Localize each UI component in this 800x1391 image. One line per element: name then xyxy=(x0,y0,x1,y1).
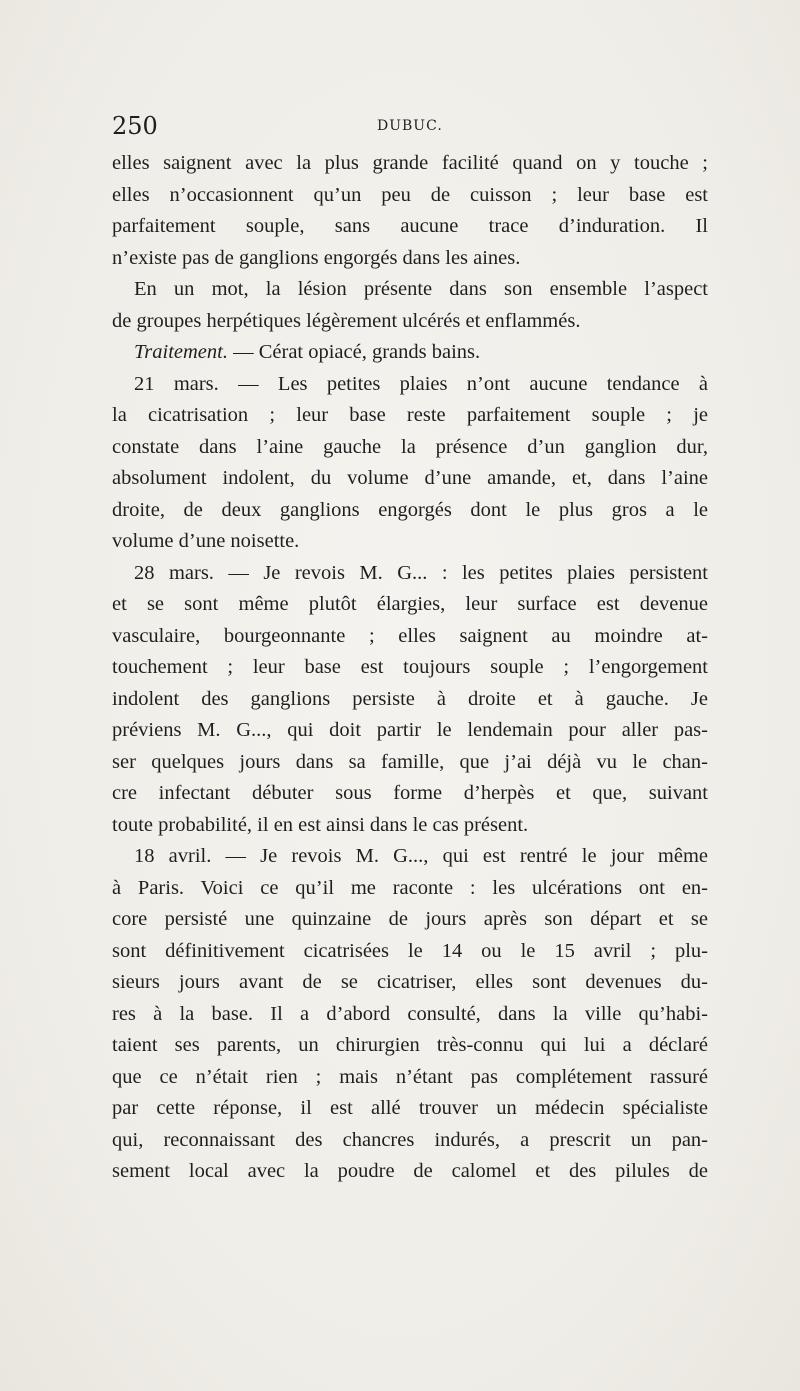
text-line: res à la base. Il a d’abord consulté, dans la ville qu’habi- xyxy=(112,1002,708,1025)
text-line: qui, reconnaissant des chancres indurés, a prescrit un pan- xyxy=(112,1128,708,1151)
text-line: parfaitement souple, sans aucune trace d’induration. Il xyxy=(112,215,708,237)
text-line: indolent des ganglions persiste à droite et à gauche. Je xyxy=(112,687,708,710)
text-line: 21 mars. — Les petites plaies n’ont aucune tendance à xyxy=(134,372,708,395)
text-line: préviens M. G..., qui doit partir le lendemain pour aller pas- xyxy=(112,719,708,741)
page-header xyxy=(112,112,708,146)
text-line: que ce n’était rien ; mais n’étant pas complétement rassuré xyxy=(112,1065,708,1088)
text-line: elles n’occasionnent qu’un peu de cuisson ; leur base est xyxy=(112,183,708,206)
treatment-line xyxy=(112,337,708,369)
text-line: core persisté une quinzaine de jours après son départ et se xyxy=(112,908,708,930)
text-line: absolument indolent, du volume d’une amande, et, dans l’aine xyxy=(112,467,708,489)
text-line: sont définitivement cicatrisées le 14 ou le 15 avril ; plu- xyxy=(112,939,708,962)
text-line: taient ses parents, un chirurgien très-connu qui lui a déclaré xyxy=(112,1034,708,1056)
text-line: vasculaire, bourgeonnante ; elles saignent au moindre at- xyxy=(112,624,708,647)
text-line: sieurs jours avant de se cicatriser, elles sont devenues du- xyxy=(112,971,708,993)
text-line: par cette réponse, il est allé trouver un médecin spécialiste xyxy=(112,1097,708,1119)
text-line: constate dans l’aine gauche la présence d’un ganglion dur, xyxy=(112,435,708,458)
body-text xyxy=(112,148,708,1188)
text-line: En un mot, la lésion présente dans son ensemble l’aspect xyxy=(134,278,708,300)
text-line: n’existe pas de ganglions engorgés dans les aines. xyxy=(112,246,521,269)
page-number: 250 xyxy=(112,112,158,140)
text-line: à Paris. Voici ce qu’il me raconte : les ulcérations ont en- xyxy=(112,876,708,899)
text-line: la cicatrisation ; leur base reste parfaitement souple ; je xyxy=(112,404,708,426)
text-line: volume d’une noisette. xyxy=(112,530,300,552)
treatment-label: Traitement. xyxy=(134,341,228,363)
text-line: elles saignent avec la plus grande facilité quand on y touche ; xyxy=(112,152,708,174)
text-line: toute probabilité, il en est ainsi dans le cas présent. xyxy=(112,813,529,836)
text-line: cre infectant débuter sous forme d’herpès et que, suivant xyxy=(112,782,708,804)
text-line: et se sont même plutôt élargies, leur surface est devenue xyxy=(112,593,708,615)
text-line: 18 avril. — Je revois M. G..., qui est rentré le jour même xyxy=(134,845,708,867)
treatment-text: — Cérat opiacé, grands bains. xyxy=(233,341,481,363)
text-line: touchement ; leur base est toujours souple ; l’engorgement xyxy=(112,656,708,678)
text-line: de groupes herpétiques légèrement ulcérés et enflammés. xyxy=(112,309,581,332)
text-line: droite, de deux ganglions engorgés dont le plus gros a le xyxy=(112,498,708,521)
text-line: ser quelques jours dans sa famille, que j’ai déjà vu le chan- xyxy=(112,750,708,773)
text-line: 28 mars. — Je revois M. G... : les petites plaies persistent xyxy=(134,561,708,584)
text-line: sement local avec la poudre de calomel et des pilules de xyxy=(112,1160,708,1182)
running-head: DUBUC. xyxy=(377,118,443,134)
